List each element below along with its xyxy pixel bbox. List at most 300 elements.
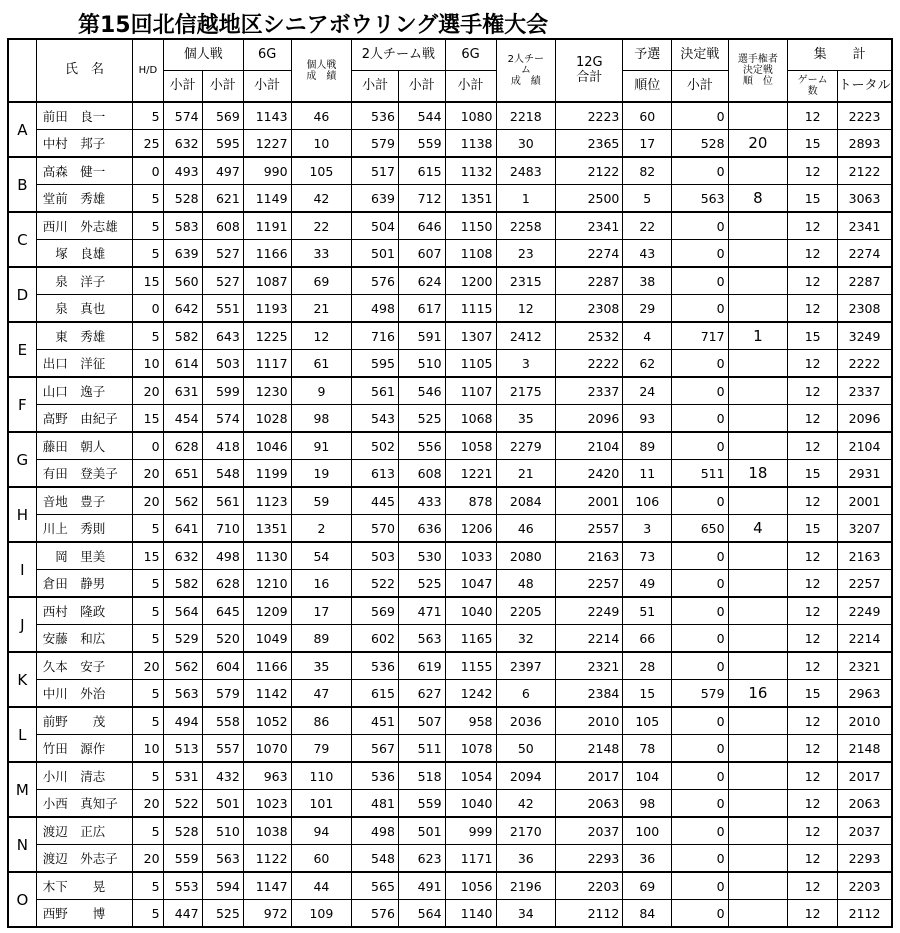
header-prelim: 予選: [623, 39, 672, 71]
group-label: H: [8, 487, 36, 542]
grand-total-cell: 2001: [838, 487, 892, 515]
team-result-cell: 2483: [496, 157, 556, 185]
team-subtotal-2-cell: 510: [398, 350, 445, 378]
individual-6g-subtotal-cell: 1191: [243, 212, 291, 240]
individual-result-cell: 2: [291, 515, 352, 543]
team-6g-subtotal-cell: 1351: [445, 185, 496, 213]
individual-6g-subtotal-cell: 1166: [243, 652, 291, 680]
individual-subtotal-1-cell: 564: [163, 597, 202, 625]
games-count-cell: 12: [788, 102, 838, 130]
team-subtotal-1-cell: 548: [352, 845, 399, 873]
individual-subtotal-1-cell: 574: [163, 102, 202, 130]
table-row: [8, 707, 892, 735]
prelim-rank-cell: 62: [623, 350, 672, 378]
team-result-cell: 2036: [496, 707, 556, 735]
hd-cell: 5: [133, 570, 163, 598]
team-subtotal-2-cell: 544: [398, 102, 445, 130]
games-count-cell: 12: [788, 735, 838, 763]
individual-subtotal-2-cell: 497: [202, 157, 243, 185]
prelim-rank-cell: 106: [623, 487, 672, 515]
name-cell: 前田 良一: [36, 102, 133, 130]
final-subtotal-cell: 0: [672, 267, 728, 295]
team-6g-subtotal-cell: 1040: [445, 790, 496, 818]
name-cell: 高野 由紀子: [36, 405, 133, 433]
group-label: J: [8, 597, 36, 652]
table-row: [8, 735, 892, 763]
champion-rank-cell: [728, 652, 788, 680]
team-result-cell: 3: [496, 350, 556, 378]
individual-6g-subtotal-cell: 963: [243, 762, 291, 790]
team-result-cell: 34: [496, 900, 556, 928]
team-subtotal-2-cell: 623: [398, 845, 445, 873]
individual-result-cell: 12: [291, 322, 352, 350]
grand-total-cell: 2096: [838, 405, 892, 433]
hd-cell: 20: [133, 845, 163, 873]
games-count-cell: 12: [788, 432, 838, 460]
individual-subtotal-1-cell: 642: [163, 295, 202, 323]
final-subtotal-cell: 0: [672, 240, 728, 268]
champion-rank-cell: 18: [728, 460, 788, 488]
table-row: [8, 872, 892, 900]
header-6g-sub: 小計: [243, 71, 291, 103]
champion-rank-cell: [728, 790, 788, 818]
table-row: [8, 405, 892, 433]
team-subtotal-2-cell: 433: [398, 487, 445, 515]
header-team-sub2: 小計: [398, 71, 445, 103]
individual-subtotal-2-cell: 503: [202, 350, 243, 378]
header-6g: 6G: [243, 39, 291, 71]
team-6g-subtotal-cell: 1108: [445, 240, 496, 268]
grand-total-cell: 2308: [838, 295, 892, 323]
individual-subtotal-1-cell: 528: [163, 185, 202, 213]
grand-total-cell: 2931: [838, 460, 892, 488]
total-12g-cell: 2557: [556, 515, 623, 543]
team-subtotal-2-cell: 559: [398, 130, 445, 158]
final-subtotal-cell: 0: [672, 157, 728, 185]
individual-result-cell: 101: [291, 790, 352, 818]
header-12g-line2: 合計: [576, 69, 603, 85]
group-label: F: [8, 377, 36, 432]
team-6g-subtotal-cell: 1068: [445, 405, 496, 433]
team-result-cell: 30: [496, 130, 556, 158]
name-cell: 渡辺 正広: [36, 817, 133, 845]
grand-total-cell: 2893: [838, 130, 892, 158]
champion-rank-cell: [728, 542, 788, 570]
champion-rank-cell: [728, 817, 788, 845]
grand-total-cell: 2963: [838, 680, 892, 708]
hd-cell: 5: [133, 872, 163, 900]
individual-6g-subtotal-cell: 1123: [243, 487, 291, 515]
individual-result-cell: 54: [291, 542, 352, 570]
individual-subtotal-2-cell: 561: [202, 487, 243, 515]
name-cell: 渡辺 外志子: [36, 845, 133, 873]
hd-cell: 20: [133, 790, 163, 818]
individual-result-cell: 86: [291, 707, 352, 735]
grand-total-cell: 2222: [838, 350, 892, 378]
prelim-rank-cell: 82: [623, 157, 672, 185]
hd-cell: 5: [133, 597, 163, 625]
individual-subtotal-1-cell: 529: [163, 625, 202, 653]
team-subtotal-1-cell: 451: [352, 707, 399, 735]
individual-result-cell: 47: [291, 680, 352, 708]
grand-total-cell: 2321: [838, 652, 892, 680]
grand-total-cell: 2010: [838, 707, 892, 735]
total-12g-cell: 2017: [556, 762, 623, 790]
team-6g-subtotal-cell: 1221: [445, 460, 496, 488]
champion-rank-cell: [728, 350, 788, 378]
hd-cell: 5: [133, 817, 163, 845]
header-total-group: 集 計: [788, 39, 892, 71]
final-subtotal-cell: 0: [672, 900, 728, 928]
team-result-cell: 2084: [496, 487, 556, 515]
individual-6g-subtotal-cell: 1351: [243, 515, 291, 543]
final-subtotal-cell: 0: [672, 487, 728, 515]
group-label: D: [8, 267, 36, 322]
name-cell: 安藤 和広: [36, 625, 133, 653]
individual-subtotal-1-cell: 632: [163, 130, 202, 158]
team-subtotal-1-cell: 561: [352, 377, 399, 405]
games-count-cell: 12: [788, 762, 838, 790]
individual-subtotal-1-cell: 583: [163, 212, 202, 240]
team-result-cell: 2170: [496, 817, 556, 845]
hd-cell: 20: [133, 487, 163, 515]
grand-total-cell: 2257: [838, 570, 892, 598]
final-subtotal-cell: 0: [672, 652, 728, 680]
games-count-cell: 12: [788, 872, 838, 900]
individual-6g-subtotal-cell: 1166: [243, 240, 291, 268]
team-result-cell: 2094: [496, 762, 556, 790]
header-team-result-line1: 2人チー: [507, 54, 544, 65]
header-games: ゲーム 数: [788, 71, 838, 103]
individual-subtotal-1-cell: 494: [163, 707, 202, 735]
games-count-cell: 15: [788, 130, 838, 158]
individual-6g-subtotal-cell: 1210: [243, 570, 291, 598]
individual-6g-subtotal-cell: 1023: [243, 790, 291, 818]
individual-result-cell: 60: [291, 845, 352, 873]
total-12g-cell: 2122: [556, 157, 623, 185]
individual-6g-subtotal-cell: 1230: [243, 377, 291, 405]
team-subtotal-1-cell: 602: [352, 625, 399, 653]
individual-subtotal-2-cell: 599: [202, 377, 243, 405]
table-row: [8, 542, 892, 570]
table-row: [8, 817, 892, 845]
final-subtotal-cell: 0: [672, 872, 728, 900]
games-count-cell: 12: [788, 240, 838, 268]
team-subtotal-1-cell: 613: [352, 460, 399, 488]
team-6g-subtotal-cell: 1054: [445, 762, 496, 790]
team-6g-subtotal-cell: 1033: [445, 542, 496, 570]
name-cell: 藤田 朝人: [36, 432, 133, 460]
team-subtotal-2-cell: 608: [398, 460, 445, 488]
team-result-cell: 36: [496, 845, 556, 873]
champion-rank-cell: [728, 487, 788, 515]
individual-result-cell: 16: [291, 570, 352, 598]
individual-subtotal-1-cell: 553: [163, 872, 202, 900]
team-result-cell: 2196: [496, 872, 556, 900]
individual-6g-subtotal-cell: 972: [243, 900, 291, 928]
individual-result-cell: 79: [291, 735, 352, 763]
team-subtotal-1-cell: 536: [352, 762, 399, 790]
team-6g-subtotal-cell: 1171: [445, 845, 496, 873]
champion-rank-cell: [728, 102, 788, 130]
individual-subtotal-2-cell: 595: [202, 130, 243, 158]
final-subtotal-cell: 0: [672, 377, 728, 405]
total-12g-cell: 2214: [556, 625, 623, 653]
header-final-sub: 小計: [672, 71, 728, 103]
individual-subtotal-2-cell: 621: [202, 185, 243, 213]
team-subtotal-2-cell: 507: [398, 707, 445, 735]
name-cell: 中川 外治: [36, 680, 133, 708]
team-result-cell: 48: [496, 570, 556, 598]
table-row: [8, 185, 892, 213]
header-team-sub1: 小計: [352, 71, 399, 103]
individual-result-cell: 105: [291, 157, 352, 185]
games-count-cell: 12: [788, 625, 838, 653]
individual-subtotal-2-cell: 501: [202, 790, 243, 818]
games-count-cell: 12: [788, 652, 838, 680]
team-subtotal-1-cell: 536: [352, 102, 399, 130]
table-row: [8, 240, 892, 268]
final-subtotal-cell: 0: [672, 102, 728, 130]
champion-rank-cell: [728, 157, 788, 185]
grand-total-cell: 2017: [838, 762, 892, 790]
individual-subtotal-1-cell: 631: [163, 377, 202, 405]
prelim-rank-cell: 98: [623, 790, 672, 818]
name-cell: 小西 真知子: [36, 790, 133, 818]
prelim-rank-cell: 3: [623, 515, 672, 543]
team-subtotal-2-cell: 471: [398, 597, 445, 625]
team-result-cell: 42: [496, 790, 556, 818]
individual-subtotal-2-cell: 643: [202, 322, 243, 350]
table-row: [8, 680, 892, 708]
final-subtotal-cell: 0: [672, 817, 728, 845]
individual-subtotal-1-cell: 582: [163, 322, 202, 350]
team-subtotal-1-cell: 481: [352, 790, 399, 818]
champion-rank-cell: [728, 735, 788, 763]
grand-total-cell: 2063: [838, 790, 892, 818]
individual-result-cell: 59: [291, 487, 352, 515]
individual-6g-subtotal-cell: 1147: [243, 872, 291, 900]
games-count-cell: 12: [788, 212, 838, 240]
final-subtotal-cell: 0: [672, 845, 728, 873]
table-row: [8, 377, 892, 405]
table-row: [8, 322, 892, 350]
total-12g-cell: 2420: [556, 460, 623, 488]
team-subtotal-2-cell: 712: [398, 185, 445, 213]
team-subtotal-2-cell: 491: [398, 872, 445, 900]
prelim-rank-cell: 43: [623, 240, 672, 268]
team-6g-subtotal-cell: 1107: [445, 377, 496, 405]
header-12g: [556, 39, 623, 102]
header-final: 決定戦: [672, 39, 728, 71]
prelim-rank-cell: 29: [623, 295, 672, 323]
team-subtotal-2-cell: 525: [398, 570, 445, 598]
grand-total-cell: 2148: [838, 735, 892, 763]
name-cell: 中村 邦子: [36, 130, 133, 158]
team-subtotal-2-cell: 556: [398, 432, 445, 460]
hd-cell: 5: [133, 212, 163, 240]
team-subtotal-2-cell: 511: [398, 735, 445, 763]
total-12g-cell: 2365: [556, 130, 623, 158]
header-team: 2人チーム戦: [352, 39, 445, 71]
individual-result-cell: 42: [291, 185, 352, 213]
team-subtotal-1-cell: 570: [352, 515, 399, 543]
team-6g-subtotal-cell: 1140: [445, 900, 496, 928]
games-count-cell: 12: [788, 597, 838, 625]
table-row: [8, 212, 892, 240]
header-individual-sub2: 小計: [202, 71, 243, 103]
champion-rank-cell: [728, 845, 788, 873]
total-12g-cell: 2274: [556, 240, 623, 268]
prelim-rank-cell: 49: [623, 570, 672, 598]
total-12g-cell: 2287: [556, 267, 623, 295]
team-result-cell: 2412: [496, 322, 556, 350]
team-6g-subtotal-cell: 958: [445, 707, 496, 735]
individual-subtotal-2-cell: 608: [202, 212, 243, 240]
group-label: K: [8, 652, 36, 707]
champion-rank-cell: 16: [728, 680, 788, 708]
games-count-cell: 12: [788, 817, 838, 845]
total-12g-cell: 2037: [556, 817, 623, 845]
total-12g-cell: 2249: [556, 597, 623, 625]
results-table: [7, 38, 893, 928]
individual-subtotal-1-cell: 447: [163, 900, 202, 928]
individual-subtotal-2-cell: 498: [202, 542, 243, 570]
team-6g-subtotal-cell: 1200: [445, 267, 496, 295]
individual-result-cell: 69: [291, 267, 352, 295]
team-subtotal-1-cell: 445: [352, 487, 399, 515]
champion-rank-cell: 1: [728, 322, 788, 350]
team-subtotal-2-cell: 563: [398, 625, 445, 653]
grand-total-cell: 2104: [838, 432, 892, 460]
team-subtotal-1-cell: 501: [352, 240, 399, 268]
individual-subtotal-2-cell: 432: [202, 762, 243, 790]
team-6g-subtotal-cell: 1155: [445, 652, 496, 680]
individual-6g-subtotal-cell: 1199: [243, 460, 291, 488]
champion-rank-cell: 4: [728, 515, 788, 543]
prelim-rank-cell: 5: [623, 185, 672, 213]
total-12g-cell: 2001: [556, 487, 623, 515]
hd-cell: 5: [133, 515, 163, 543]
final-subtotal-cell: 0: [672, 212, 728, 240]
total-12g-cell: 2104: [556, 432, 623, 460]
champion-rank-cell: [728, 377, 788, 405]
total-12g-cell: 2257: [556, 570, 623, 598]
total-12g-cell: 2384: [556, 680, 623, 708]
table-row: [8, 130, 892, 158]
name-cell: 久本 安子: [36, 652, 133, 680]
header-group: [8, 39, 36, 102]
champion-rank-cell: [728, 625, 788, 653]
prelim-rank-cell: 4: [623, 322, 672, 350]
individual-result-cell: 91: [291, 432, 352, 460]
final-subtotal-cell: 563: [672, 185, 728, 213]
final-subtotal-cell: 650: [672, 515, 728, 543]
final-subtotal-cell: 0: [672, 625, 728, 653]
final-subtotal-cell: 0: [672, 762, 728, 790]
individual-subtotal-1-cell: 614: [163, 350, 202, 378]
individual-subtotal-1-cell: 641: [163, 515, 202, 543]
individual-6g-subtotal-cell: 1087: [243, 267, 291, 295]
individual-subtotal-2-cell: 418: [202, 432, 243, 460]
team-subtotal-1-cell: 639: [352, 185, 399, 213]
total-12g-cell: 2203: [556, 872, 623, 900]
name-cell: 西川 外志雄: [36, 212, 133, 240]
individual-6g-subtotal-cell: 1149: [243, 185, 291, 213]
grand-total-cell: 3207: [838, 515, 892, 543]
hd-cell: 20: [133, 460, 163, 488]
games-count-cell: 12: [788, 570, 838, 598]
games-count-cell: 15: [788, 460, 838, 488]
table-row: [8, 515, 892, 543]
total-12g-cell: 2337: [556, 377, 623, 405]
total-12g-cell: 2063: [556, 790, 623, 818]
team-6g-subtotal-cell: 1138: [445, 130, 496, 158]
individual-6g-subtotal-cell: 1130: [243, 542, 291, 570]
total-12g-cell: 2532: [556, 322, 623, 350]
individual-subtotal-1-cell: 632: [163, 542, 202, 570]
team-subtotal-1-cell: 502: [352, 432, 399, 460]
individual-result-cell: 35: [291, 652, 352, 680]
header-total: トータル: [838, 71, 892, 103]
hd-cell: 15: [133, 405, 163, 433]
table-row: [8, 597, 892, 625]
team-subtotal-2-cell: 619: [398, 652, 445, 680]
name-cell: 岡 里美: [36, 542, 133, 570]
individual-6g-subtotal-cell: 1028: [243, 405, 291, 433]
individual-result-cell: 94: [291, 817, 352, 845]
individual-6g-subtotal-cell: 1227: [243, 130, 291, 158]
individual-subtotal-1-cell: 562: [163, 652, 202, 680]
prelim-rank-cell: 24: [623, 377, 672, 405]
champion-rank-cell: [728, 405, 788, 433]
final-subtotal-cell: 0: [672, 790, 728, 818]
hd-cell: 5: [133, 322, 163, 350]
total-12g-cell: 2500: [556, 185, 623, 213]
prelim-rank-cell: 15: [623, 680, 672, 708]
name-cell: 出口 洋征: [36, 350, 133, 378]
prelim-rank-cell: 100: [623, 817, 672, 845]
table-row: [8, 267, 892, 295]
prelim-rank-cell: 93: [623, 405, 672, 433]
grand-total-cell: 2112: [838, 900, 892, 928]
individual-6g-subtotal-cell: 1225: [243, 322, 291, 350]
prelim-rank-cell: 66: [623, 625, 672, 653]
hd-cell: 15: [133, 542, 163, 570]
name-cell: 泉 洋子: [36, 267, 133, 295]
team-6g-subtotal-cell: 999: [445, 817, 496, 845]
total-12g-cell: 2096: [556, 405, 623, 433]
name-cell: 堂前 秀雄: [36, 185, 133, 213]
hd-cell: 20: [133, 377, 163, 405]
individual-6g-subtotal-cell: 990: [243, 157, 291, 185]
team-result-cell: 46: [496, 515, 556, 543]
grand-total-cell: 3249: [838, 322, 892, 350]
individual-6g-subtotal-cell: 1122: [243, 845, 291, 873]
prelim-rank-cell: 28: [623, 652, 672, 680]
games-count-cell: 12: [788, 707, 838, 735]
final-subtotal-cell: 0: [672, 350, 728, 378]
team-subtotal-1-cell: 504: [352, 212, 399, 240]
individual-subtotal-2-cell: 527: [202, 267, 243, 295]
group-label: C: [8, 212, 36, 267]
individual-result-cell: 10: [291, 130, 352, 158]
team-subtotal-1-cell: 615: [352, 680, 399, 708]
champion-rank-cell: [728, 432, 788, 460]
champion-rank-cell: [728, 267, 788, 295]
table-row: [8, 845, 892, 873]
header-team-result-line3: 成 績: [510, 76, 541, 87]
